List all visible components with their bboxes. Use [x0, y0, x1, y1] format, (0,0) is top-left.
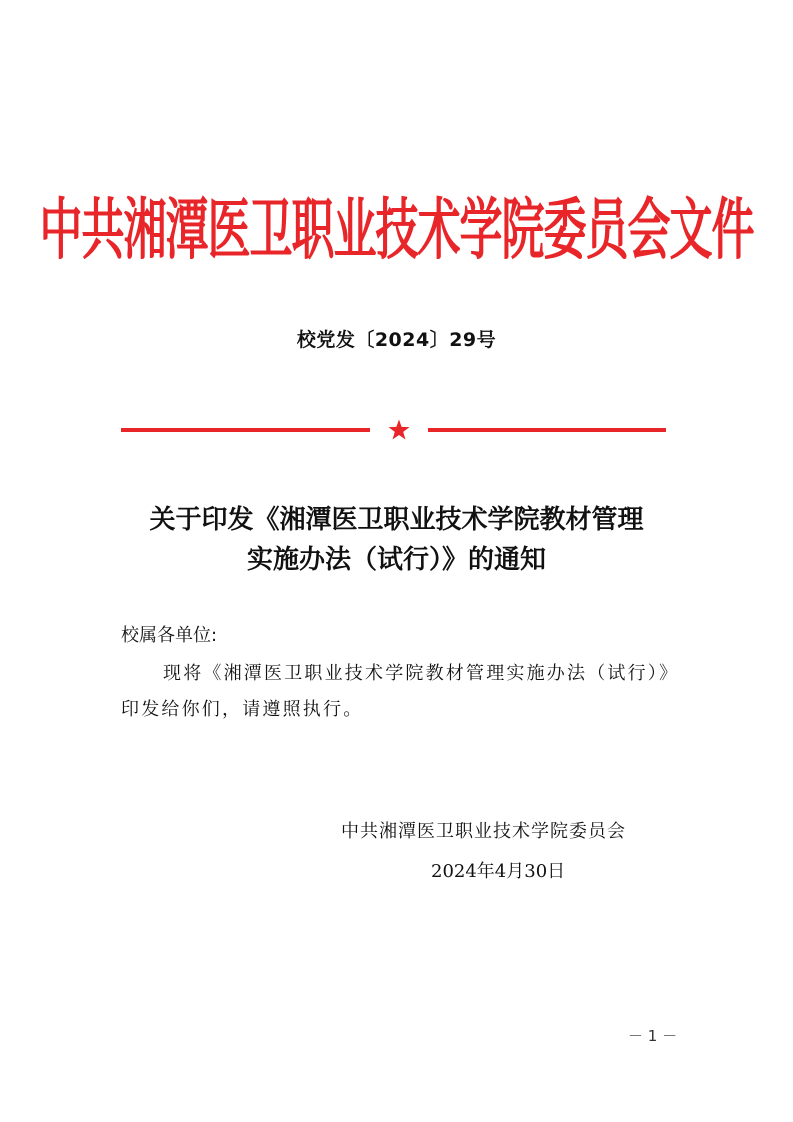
notice-title [100, 500, 693, 580]
signature-organization: 中共湘潭医卫职业技术学院委员会 [341, 821, 626, 842]
document-number: 校党发〔2024〕29号 [296, 329, 497, 351]
star-icon [387, 418, 411, 442]
page-number: － 1 － [628, 1027, 678, 1045]
red-divider [0, 418, 793, 444]
body-paragraph: 现将《湘潭医卫职业技术学院教材管理实施办法（试行）》印发给你们，请遵照执行。 [121, 663, 680, 720]
salutation: 校属各单位: [121, 625, 218, 646]
signature-date: 2024年4月30日 [431, 861, 566, 882]
notice-body [121, 618, 681, 728]
divider-line-left [121, 428, 370, 432]
divider-line-right [428, 428, 666, 432]
notice-title-line-2: 实施办法（试行）》的通知 [246, 545, 546, 575]
notice-title-line-1: 关于印发《湘潭医卫职业技术学院教材管理 [149, 505, 644, 535]
masthead-title: 中共湘潭医卫职业技术学院委员会文件 [39, 192, 754, 270]
